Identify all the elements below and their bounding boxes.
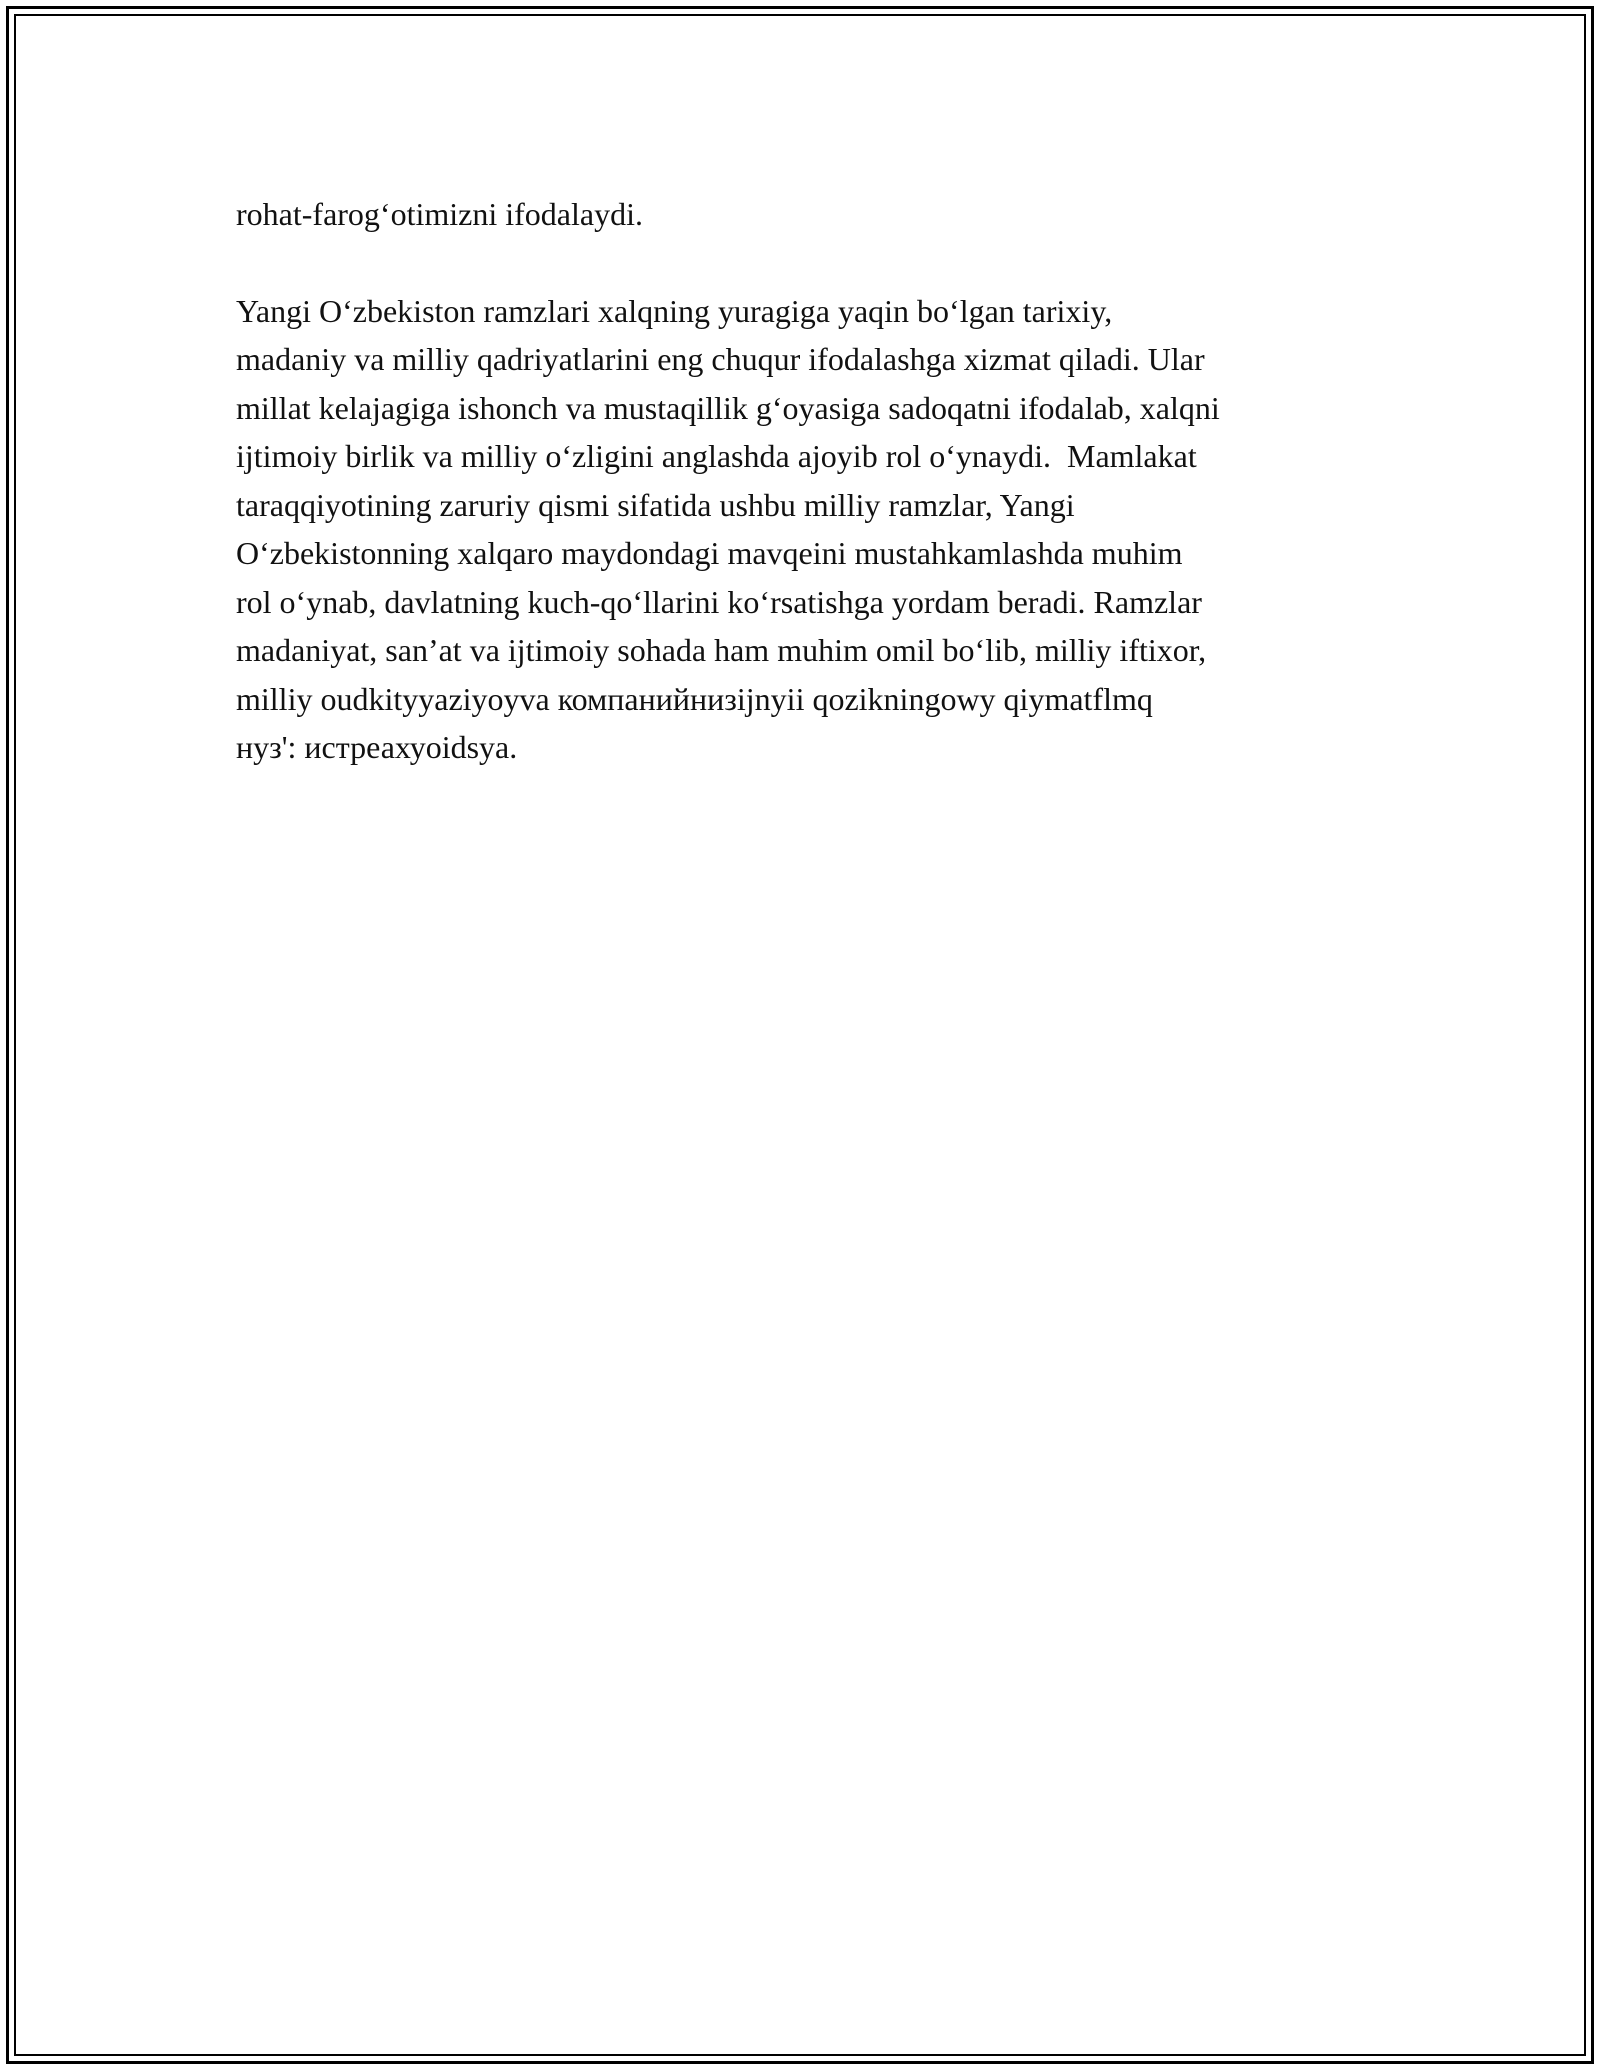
paragraph-2 [236, 287, 1376, 772]
text-line: O‘zbekistonning xalqaro maydondagi mavqeini mustahkamlashda muhim [236, 535, 1183, 571]
text-line: Yangi O‘zbekiston ramzlari xalqning yuragiga yaqin bo‘lgan tarixiy, [236, 292, 1113, 329]
text-line: rohat-farog‘otimizni ifodalaydi. [236, 196, 643, 232]
text-line: millat kelajagiga ishonch va mustaqillik g‘oyasiga sadoqatni ifodalab, xalqni [236, 389, 1220, 426]
document-body [236, 190, 1376, 772]
paragraph-spacer [236, 239, 1376, 287]
paragraph-1 [236, 190, 1376, 239]
text-line: milliy oudkityyaziyoyva компанийнизijnyii qozikningowy qiymatflmq [236, 680, 1153, 717]
text-line: ijtimoiy birlik va milliy o‘zligini anglashda ajoyib rol o‘ynaydi. Mamlakat [236, 438, 1197, 474]
text-line: rol o‘ynab, davlatning kuch-qo‘llarini ko‘rsatishga yordam beradi. Ramzlar [236, 583, 1202, 620]
text-line: madaniy va milliy qadriyatlarini eng chuqur ifodalashga xizmat qiladi. Ular [236, 341, 1205, 377]
text-line: taraqqiyotining zaruriy qismi sifatida ushbu milliy ramzlar, Yangi [236, 486, 1075, 523]
text-line: нуз': истреахуoidsya. [236, 729, 518, 765]
text-line: madaniyat, san’at va ijtimoiy sohada ham muhim omil bo‘lib, milliy iftixor, [236, 632, 1207, 668]
